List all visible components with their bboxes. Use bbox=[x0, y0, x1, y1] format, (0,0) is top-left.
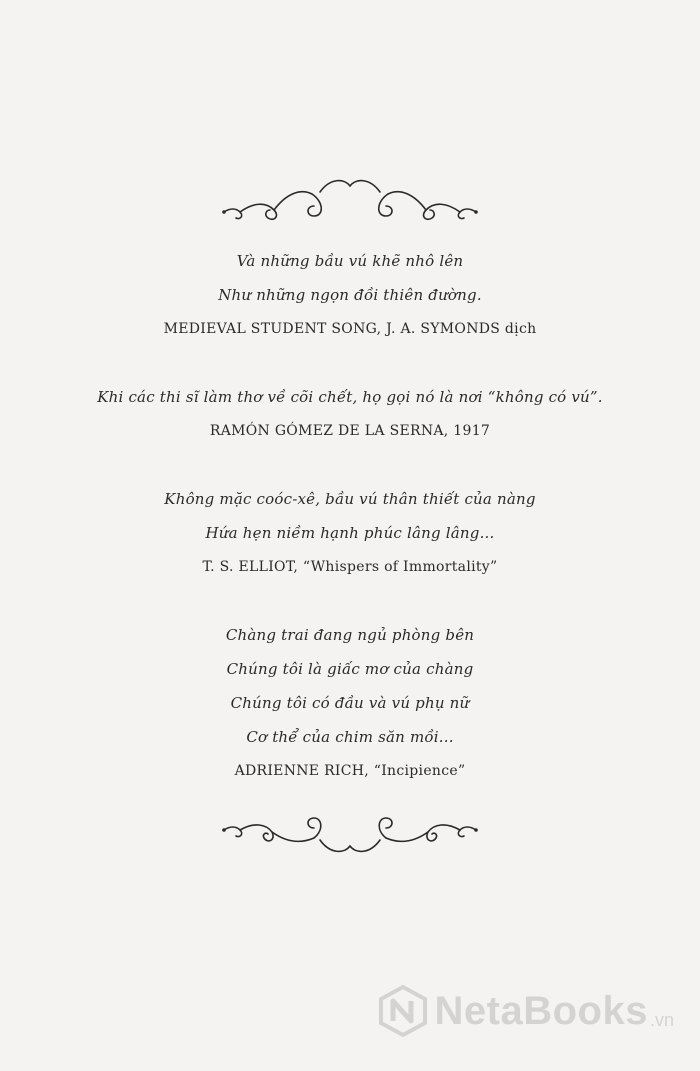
epigraph-list bbox=[0, 244, 700, 788]
watermark-suffix: .vn bbox=[649, 1010, 674, 1030]
verse-line: Chàng trai đang ngủ phòng bên bbox=[225, 626, 475, 644]
attribution: ADRIENNE RICH, “Incipience” bbox=[234, 763, 466, 779]
verse-line: Hứa hẹn niềm hạnh phúc lâng lâng... bbox=[205, 524, 495, 542]
verse-line: Chúng tôi có đầu và vú phụ nữ bbox=[230, 694, 470, 712]
ornament-bottom bbox=[220, 808, 480, 860]
verse-line: Không mặc coóc-xê, bầu vú thân thiết của nàng bbox=[164, 490, 536, 508]
ornament-top bbox=[220, 172, 480, 224]
epigraph-1 bbox=[0, 244, 700, 346]
verse-line: Và những bầu vú khẽ nhô lên bbox=[236, 252, 464, 270]
watermark bbox=[377, 985, 674, 1037]
epigraph-2 bbox=[0, 380, 700, 448]
epigraph-4 bbox=[0, 618, 700, 788]
verse-line: Như những ngọn đồi thiên đường. bbox=[218, 286, 482, 304]
attribution: MEDIEVAL STUDENT SONG, J. A. SYMONDS dịch bbox=[163, 321, 537, 337]
attribution: T. S. ELLIOT, “Whispers of Immortality” bbox=[202, 559, 498, 575]
netabooks-logo-icon bbox=[377, 985, 429, 1037]
verse-line: Chúng tôi là giấc mơ của chàng bbox=[226, 660, 474, 678]
verse-line: Khi các thi sĩ làm thơ về cõi chết, họ gọi nó là nơi “không có vú”. bbox=[97, 388, 603, 406]
watermark-text: NetaBooks bbox=[434, 988, 648, 1033]
verse-line: Cơ thể của chim săn mồi... bbox=[246, 728, 454, 746]
attribution: RAMÓN GÓMEZ DE LA SERNA, 1917 bbox=[209, 423, 491, 439]
epigraph-3 bbox=[0, 482, 700, 584]
